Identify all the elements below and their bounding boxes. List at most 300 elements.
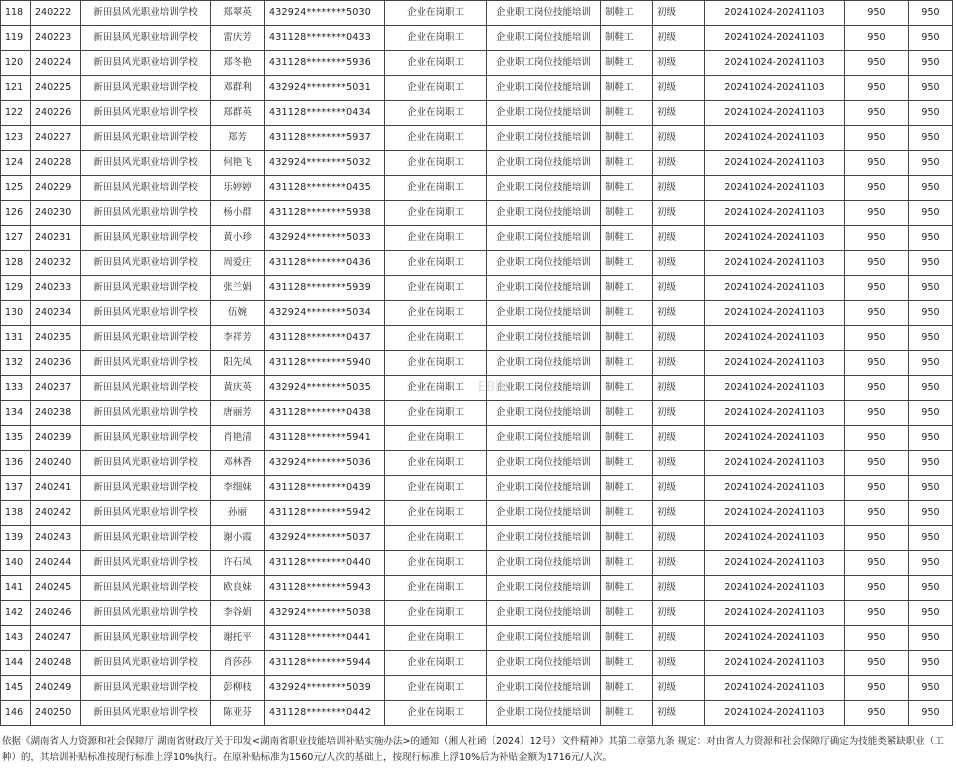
cell-trade: 制鞋工 (601, 51, 653, 76)
table-row (1, 501, 953, 526)
cell-id: 432924********5033 (265, 226, 385, 251)
cell-level: 初级 (653, 126, 705, 151)
cell-code: 240228 (31, 151, 81, 176)
cell-project: 企业职工岗位技能培训 (487, 601, 601, 626)
cell-school: 新田县风光职业培训学校 (81, 276, 211, 301)
cell-amount: 950 (909, 276, 953, 301)
cell-name: 郑冬艳 (211, 51, 265, 76)
cell-code: 240238 (31, 401, 81, 426)
cell-level: 初级 (653, 626, 705, 651)
cell-period: 20241024-20241103 (705, 176, 845, 201)
cell-std: 950 (845, 626, 909, 651)
cell-trade: 制鞋工 (601, 626, 653, 651)
cell-amount: 950 (909, 401, 953, 426)
cell-std: 950 (845, 251, 909, 276)
cell-std: 950 (845, 326, 909, 351)
cell-school: 新田县风光职业培训学校 (81, 451, 211, 476)
cell-seq: 135 (1, 426, 31, 451)
cell-seq: 146 (1, 701, 31, 726)
cell-level: 初级 (653, 226, 705, 251)
cell-project: 企业职工岗位技能培训 (487, 626, 601, 651)
cell-trade: 制鞋工 (601, 351, 653, 376)
cell-name: 雷庆芳 (211, 26, 265, 51)
cell-type: 企业在岗职工 (385, 76, 487, 101)
cell-level: 初级 (653, 151, 705, 176)
cell-trade: 制鞋工 (601, 651, 653, 676)
cell-level: 初级 (653, 51, 705, 76)
cell-type: 企业在岗职工 (385, 376, 487, 401)
cell-code: 240244 (31, 551, 81, 576)
cell-school: 新田县风光职业培训学校 (81, 551, 211, 576)
cell-code: 240236 (31, 351, 81, 376)
cell-name: 黄庆英 (211, 376, 265, 401)
cell-seq: 121 (1, 76, 31, 101)
cell-amount: 950 (909, 451, 953, 476)
cell-school: 新田县风光职业培训学校 (81, 251, 211, 276)
cell-type: 企业在岗职工 (385, 451, 487, 476)
cell-period: 20241024-20241103 (705, 601, 845, 626)
cell-level: 初级 (653, 476, 705, 501)
cell-name: 郑芳 (211, 126, 265, 151)
cell-id: 431128********5942 (265, 501, 385, 526)
cell-trade: 制鞋工 (601, 151, 653, 176)
cell-code: 240248 (31, 651, 81, 676)
cell-project: 企业职工岗位技能培训 (487, 226, 601, 251)
cell-id: 431128********0441 (265, 626, 385, 651)
cell-std: 950 (845, 476, 909, 501)
cell-id: 431128********0437 (265, 326, 385, 351)
cell-trade: 制鞋工 (601, 701, 653, 726)
cell-code: 240247 (31, 626, 81, 651)
cell-type: 企业在岗职工 (385, 176, 487, 201)
cell-project: 企业职工岗位技能培训 (487, 51, 601, 76)
cell-type: 企业在岗职工 (385, 501, 487, 526)
cell-name: 谢托平 (211, 626, 265, 651)
cell-project: 企业职工岗位技能培训 (487, 451, 601, 476)
cell-level: 初级 (653, 651, 705, 676)
cell-seq: 132 (1, 351, 31, 376)
watermark: ЕВ网 (478, 380, 509, 395)
cell-project: 企业职工岗位技能培训 (487, 176, 601, 201)
cell-amount: 950 (909, 101, 953, 126)
cell-trade: 制鞋工 (601, 101, 653, 126)
cell-std: 950 (845, 101, 909, 126)
cell-project: 企业职工岗位技能培训 (487, 251, 601, 276)
cell-name: 周爱庄 (211, 251, 265, 276)
cell-name: 陈亚芬 (211, 701, 265, 726)
table-row (1, 51, 953, 76)
cell-school: 新田县风光职业培训学校 (81, 526, 211, 551)
cell-name: 肖莎莎 (211, 651, 265, 676)
cell-amount: 950 (909, 151, 953, 176)
cell-period: 20241024-20241103 (705, 676, 845, 701)
cell-type: 企业在岗职工 (385, 651, 487, 676)
cell-seq: 122 (1, 101, 31, 126)
cell-amount: 950 (909, 476, 953, 501)
cell-code: 240241 (31, 476, 81, 501)
cell-project: 企业职工岗位技能培训 (487, 301, 601, 326)
cell-project: 企业职工岗位技能培训 (487, 426, 601, 451)
cell-trade: 制鞋工 (601, 301, 653, 326)
cell-seq: 119 (1, 26, 31, 51)
cell-id: 431128********0435 (265, 176, 385, 201)
table-row (1, 476, 953, 501)
cell-std: 950 (845, 601, 909, 626)
cell-seq: 129 (1, 276, 31, 301)
cell-std: 950 (845, 701, 909, 726)
cell-name: 阳先凤 (211, 351, 265, 376)
cell-seq: 128 (1, 251, 31, 276)
cell-level: 初级 (653, 501, 705, 526)
table-row (1, 401, 953, 426)
cell-type: 企业在岗职工 (385, 126, 487, 151)
cell-period: 20241024-20241103 (705, 126, 845, 151)
cell-name: 李谷娟 (211, 601, 265, 626)
cell-std: 950 (845, 126, 909, 151)
cell-id: 432924********5032 (265, 151, 385, 176)
cell-std: 950 (845, 276, 909, 301)
cell-type: 企业在岗职工 (385, 1, 487, 26)
cell-school: 新田县风光职业培训学校 (81, 176, 211, 201)
cell-id: 431128********0439 (265, 476, 385, 501)
cell-trade: 制鞋工 (601, 1, 653, 26)
cell-trade: 制鞋工 (601, 401, 653, 426)
cell-period: 20241024-20241103 (705, 401, 845, 426)
cell-school: 新田县风光职业培训学校 (81, 576, 211, 601)
cell-std: 950 (845, 1, 909, 26)
table-row (1, 626, 953, 651)
cell-seq: 125 (1, 176, 31, 201)
cell-code: 240243 (31, 526, 81, 551)
cell-period: 20241024-20241103 (705, 51, 845, 76)
cell-code: 240237 (31, 376, 81, 401)
cell-trade: 制鞋工 (601, 676, 653, 701)
table-row (1, 251, 953, 276)
cell-name: 唐丽芳 (211, 401, 265, 426)
cell-seq: 120 (1, 51, 31, 76)
cell-seq: 140 (1, 551, 31, 576)
cell-type: 企业在岗职工 (385, 276, 487, 301)
cell-level: 初级 (653, 701, 705, 726)
cell-id: 432924********5031 (265, 76, 385, 101)
cell-code: 240246 (31, 601, 81, 626)
cell-id: 432924********5038 (265, 601, 385, 626)
cell-school: 新田县风光职业培训学校 (81, 701, 211, 726)
cell-period: 20241024-20241103 (705, 426, 845, 451)
cell-amount: 950 (909, 601, 953, 626)
cell-level: 初级 (653, 176, 705, 201)
cell-code: 240235 (31, 326, 81, 351)
cell-project: 企业职工岗位技能培训 (487, 651, 601, 676)
table-row (1, 576, 953, 601)
cell-id: 431128********0442 (265, 701, 385, 726)
cell-level: 初级 (653, 101, 705, 126)
cell-name: 杨小群 (211, 201, 265, 226)
cell-project: 企业职工岗位技能培训 (487, 676, 601, 701)
cell-code: 240226 (31, 101, 81, 126)
cell-std: 950 (845, 501, 909, 526)
cell-trade: 制鞋工 (601, 451, 653, 476)
cell-period: 20241024-20241103 (705, 376, 845, 401)
cell-level: 初级 (653, 551, 705, 576)
cell-name: 张兰娟 (211, 276, 265, 301)
cell-id: 432924********5039 (265, 676, 385, 701)
cell-type: 企业在岗职工 (385, 101, 487, 126)
cell-trade: 制鞋工 (601, 251, 653, 276)
cell-trade: 制鞋工 (601, 76, 653, 101)
cell-id: 432924********5035 (265, 376, 385, 401)
cell-seq: 145 (1, 676, 31, 701)
cell-id: 432924********5037 (265, 526, 385, 551)
cell-project: 企业职工岗位技能培训 (487, 26, 601, 51)
table-row (1, 301, 953, 326)
table-row (1, 601, 953, 626)
cell-type: 企业在岗职工 (385, 351, 487, 376)
cell-code: 240222 (31, 1, 81, 26)
cell-std: 950 (845, 401, 909, 426)
cell-code: 240232 (31, 251, 81, 276)
cell-project: 企业职工岗位技能培训 (487, 326, 601, 351)
cell-name: 肖艳清 (211, 426, 265, 451)
cell-std: 950 (845, 551, 909, 576)
table-row (1, 376, 953, 401)
cell-amount: 950 (909, 301, 953, 326)
cell-school: 新田县风光职业培训学校 (81, 101, 211, 126)
cell-period: 20241024-20241103 (705, 551, 845, 576)
cell-id: 431128********5937 (265, 126, 385, 151)
cell-trade: 制鞋工 (601, 501, 653, 526)
cell-type: 企业在岗职工 (385, 26, 487, 51)
table-row (1, 101, 953, 126)
cell-name: 彭柳枝 (211, 676, 265, 701)
cell-trade: 制鞋工 (601, 326, 653, 351)
cell-trade: 制鞋工 (601, 551, 653, 576)
table-row (1, 326, 953, 351)
cell-school: 新田县风光职业培训学校 (81, 26, 211, 51)
cell-school: 新田县风光职业培训学校 (81, 51, 211, 76)
cell-trade: 制鞋工 (601, 476, 653, 501)
cell-level: 初级 (653, 376, 705, 401)
cell-type: 企业在岗职工 (385, 151, 487, 176)
cell-amount: 950 (909, 376, 953, 401)
cell-amount: 950 (909, 176, 953, 201)
cell-type: 企业在岗职工 (385, 51, 487, 76)
cell-name: 黄小珍 (211, 226, 265, 251)
cell-trade: 制鞋工 (601, 26, 653, 51)
table-row (1, 351, 953, 376)
cell-period: 20241024-20241103 (705, 626, 845, 651)
cell-id: 431128********5939 (265, 276, 385, 301)
cell-seq: 130 (1, 301, 31, 326)
cell-id: 431128********0434 (265, 101, 385, 126)
cell-std: 950 (845, 651, 909, 676)
cell-id: 431128********0436 (265, 251, 385, 276)
cell-school: 新田县风光职业培训学校 (81, 426, 211, 451)
cell-seq: 141 (1, 576, 31, 601)
cell-std: 950 (845, 451, 909, 476)
cell-seq: 127 (1, 226, 31, 251)
cell-id: 431128********5938 (265, 201, 385, 226)
cell-level: 初级 (653, 576, 705, 601)
cell-std: 950 (845, 376, 909, 401)
table-row (1, 526, 953, 551)
cell-project: 企业职工岗位技能培训 (487, 476, 601, 501)
cell-amount: 950 (909, 201, 953, 226)
cell-type: 企业在岗职工 (385, 601, 487, 626)
cell-school: 新田县风光职业培训学校 (81, 126, 211, 151)
cell-id: 431128********5940 (265, 351, 385, 376)
cell-seq: 136 (1, 451, 31, 476)
cell-amount: 950 (909, 551, 953, 576)
cell-std: 950 (845, 576, 909, 601)
cell-school: 新田县风光职业培训学校 (81, 676, 211, 701)
cell-std: 950 (845, 51, 909, 76)
table-row (1, 151, 953, 176)
cell-amount: 950 (909, 676, 953, 701)
cell-id: 432924********5034 (265, 301, 385, 326)
cell-level: 初级 (653, 301, 705, 326)
cell-school: 新田县风光职业培训学校 (81, 501, 211, 526)
cell-amount: 950 (909, 26, 953, 51)
cell-id: 432924********5030 (265, 1, 385, 26)
cell-std: 950 (845, 76, 909, 101)
cell-school: 新田县风光职业培训学校 (81, 351, 211, 376)
cell-amount: 950 (909, 251, 953, 276)
cell-code: 240239 (31, 426, 81, 451)
table-row (1, 701, 953, 726)
cell-seq: 131 (1, 326, 31, 351)
cell-name: 郑翠英 (211, 1, 265, 26)
cell-project: 企业职工岗位技能培训 (487, 526, 601, 551)
cell-code: 240249 (31, 676, 81, 701)
cell-id: 432924********5036 (265, 451, 385, 476)
cell-std: 950 (845, 351, 909, 376)
cell-id: 431128********0438 (265, 401, 385, 426)
table-row (1, 76, 953, 101)
cell-level: 初级 (653, 76, 705, 101)
cell-level: 初级 (653, 201, 705, 226)
cell-std: 950 (845, 151, 909, 176)
table-row (1, 651, 953, 676)
cell-type: 企业在岗职工 (385, 426, 487, 451)
table-row (1, 551, 953, 576)
cell-std: 950 (845, 26, 909, 51)
cell-period: 20241024-20241103 (705, 476, 845, 501)
cell-id: 431128********5941 (265, 426, 385, 451)
cell-school: 新田县风光职业培训学校 (81, 151, 211, 176)
cell-period: 20241024-20241103 (705, 226, 845, 251)
cell-std: 950 (845, 226, 909, 251)
cell-level: 初级 (653, 426, 705, 451)
cell-type: 企业在岗职工 (385, 301, 487, 326)
cell-std: 950 (845, 176, 909, 201)
cell-name: 邓林香 (211, 451, 265, 476)
cell-trade: 制鞋工 (601, 526, 653, 551)
cell-amount: 950 (909, 51, 953, 76)
cell-type: 企业在岗职工 (385, 476, 487, 501)
cell-amount: 950 (909, 626, 953, 651)
cell-id: 431128********5943 (265, 576, 385, 601)
cell-trade: 制鞋工 (601, 226, 653, 251)
cell-seq: 126 (1, 201, 31, 226)
cell-seq: 134 (1, 401, 31, 426)
cell-school: 新田县风光职业培训学校 (81, 601, 211, 626)
footnote: 依据《湖南省人力资源和社会保障厅 湖南省财政厅关于印发<湖南省职业技能培训补贴实施办法>的通知（湘人社函〔2024〕12号）文件精神》其第二章第九条 规定：对由省人力资源和社会保障厅确定为技能类紧缺职业（工种）的，其培训补贴标准按现行标准上浮10%执行。在原补贴标准为1560元/人次的基础上，按现行标准上浮10%后为补贴金额为1716元/人次。 (2, 736, 944, 763)
table-row (1, 226, 953, 251)
cell-seq: 137 (1, 476, 31, 501)
cell-std: 950 (845, 526, 909, 551)
cell-project: 企业职工岗位技能培训 (487, 376, 601, 401)
cell-period: 20241024-20241103 (705, 701, 845, 726)
cell-school: 新田县风光职业培训学校 (81, 326, 211, 351)
table-row (1, 1, 953, 26)
table-row (1, 176, 953, 201)
cell-name: 乐婷婷 (211, 176, 265, 201)
cell-amount: 950 (909, 126, 953, 151)
cell-project: 企业职工岗位技能培训 (487, 551, 601, 576)
cell-trade: 制鞋工 (601, 576, 653, 601)
cell-school: 新田县风光职业培训学校 (81, 1, 211, 26)
cell-level: 初级 (653, 601, 705, 626)
cell-id: 431128********5944 (265, 651, 385, 676)
cell-trade: 制鞋工 (601, 601, 653, 626)
table-row (1, 26, 953, 51)
cell-type: 企业在岗职工 (385, 526, 487, 551)
cell-std: 950 (845, 676, 909, 701)
cell-trade: 制鞋工 (601, 376, 653, 401)
cell-name: 郑群英 (211, 101, 265, 126)
cell-code: 240230 (31, 201, 81, 226)
cell-level: 初级 (653, 351, 705, 376)
cell-school: 新田县风光职业培训学校 (81, 651, 211, 676)
cell-seq: 123 (1, 126, 31, 151)
table-row (1, 126, 953, 151)
cell-amount: 950 (909, 351, 953, 376)
cell-project: 企业职工岗位技能培训 (487, 351, 601, 376)
cell-school: 新田县风光职业培训学校 (81, 476, 211, 501)
cell-name: 欧良妹 (211, 576, 265, 601)
cell-code: 240229 (31, 176, 81, 201)
cell-seq: 142 (1, 601, 31, 626)
cell-period: 20241024-20241103 (705, 351, 845, 376)
table-row (1, 426, 953, 451)
cell-id: 431128********0440 (265, 551, 385, 576)
cell-period: 20241024-20241103 (705, 201, 845, 226)
cell-level: 初级 (653, 251, 705, 276)
cell-code: 240233 (31, 276, 81, 301)
cell-type: 企业在岗职工 (385, 326, 487, 351)
cell-period: 20241024-20241103 (705, 276, 845, 301)
cell-amount: 950 (909, 701, 953, 726)
cell-seq: 124 (1, 151, 31, 176)
cell-level: 初级 (653, 1, 705, 26)
cell-period: 20241024-20241103 (705, 76, 845, 101)
cell-period: 20241024-20241103 (705, 151, 845, 176)
cell-type: 企业在岗职工 (385, 576, 487, 601)
cell-amount: 950 (909, 501, 953, 526)
cell-level: 初级 (653, 526, 705, 551)
cell-name: 李祥芳 (211, 326, 265, 351)
cell-project: 企业职工岗位技能培训 (487, 701, 601, 726)
cell-seq: 144 (1, 651, 31, 676)
cell-name: 何艳飞 (211, 151, 265, 176)
cell-amount: 950 (909, 651, 953, 676)
cell-type: 企业在岗职工 (385, 676, 487, 701)
cell-id: 431128********5936 (265, 51, 385, 76)
cell-type: 企业在岗职工 (385, 251, 487, 276)
cell-school: 新田县风光职业培训学校 (81, 626, 211, 651)
cell-project: 企业职工岗位技能培训 (487, 576, 601, 601)
